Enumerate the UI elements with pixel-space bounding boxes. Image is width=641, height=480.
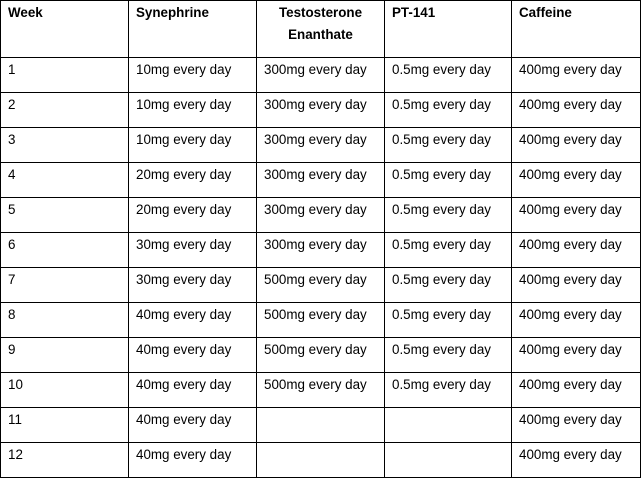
table-header-row [1, 1, 641, 58]
caffeine-cell: 400mg every day [512, 408, 641, 443]
caffeine-cell: 400mg every day [512, 58, 641, 93]
caffeine-cell: 400mg every day [512, 338, 641, 373]
table-row [1, 233, 641, 268]
pt-141-cell [385, 443, 512, 478]
synephrine-cell: 20mg every day [129, 198, 257, 233]
table-row [1, 128, 641, 163]
table-row [1, 58, 641, 93]
week-cell: 6 [1, 233, 129, 268]
week-cell: 9 [1, 338, 129, 373]
week-cell: 12 [1, 443, 129, 478]
testosterone-cell [257, 443, 385, 478]
header-synephrine: Synephrine [129, 1, 257, 58]
synephrine-cell: 10mg every day [129, 58, 257, 93]
synephrine-cell: 10mg every day [129, 93, 257, 128]
week-cell: 4 [1, 163, 129, 198]
synephrine-cell: 10mg every day [129, 128, 257, 163]
synephrine-cell: 40mg every day [129, 303, 257, 338]
caffeine-cell: 400mg every day [512, 268, 641, 303]
week-cell: 10 [1, 373, 129, 408]
synephrine-cell: 40mg every day [129, 373, 257, 408]
caffeine-cell: 400mg every day [512, 303, 641, 338]
testosterone-cell: 300mg every day [257, 58, 385, 93]
pt-141-cell: 0.5mg every day [385, 163, 512, 198]
synephrine-cell: 40mg every day [129, 408, 257, 443]
testosterone-cell: 300mg every day [257, 233, 385, 268]
week-cell: 3 [1, 128, 129, 163]
testosterone-cell: 300mg every day [257, 198, 385, 233]
header-testosterone-enanthate: Testosterone Enanthate [257, 1, 385, 58]
table-row [1, 163, 641, 198]
pt-141-cell: 0.5mg every day [385, 93, 512, 128]
caffeine-cell: 400mg every day [512, 443, 641, 478]
pt-141-cell: 0.5mg every day [385, 373, 512, 408]
table-row [1, 373, 641, 408]
testosterone-cell: 300mg every day [257, 93, 385, 128]
synephrine-cell: 30mg every day [129, 268, 257, 303]
table-row [1, 443, 641, 478]
week-cell: 1 [1, 58, 129, 93]
table-row [1, 408, 641, 443]
testosterone-cell: 500mg every day [257, 373, 385, 408]
table-row [1, 338, 641, 373]
week-cell: 7 [1, 268, 129, 303]
caffeine-cell: 400mg every day [512, 128, 641, 163]
synephrine-cell: 40mg every day [129, 338, 257, 373]
week-cell: 2 [1, 93, 129, 128]
pt-141-cell: 0.5mg every day [385, 128, 512, 163]
testosterone-cell [257, 408, 385, 443]
synephrine-cell: 30mg every day [129, 233, 257, 268]
pt-141-cell: 0.5mg every day [385, 303, 512, 338]
header-week: Week [1, 1, 129, 58]
synephrine-cell: 20mg every day [129, 163, 257, 198]
caffeine-cell: 400mg every day [512, 198, 641, 233]
caffeine-cell: 400mg every day [512, 233, 641, 268]
header-caffeine: Caffeine [512, 1, 641, 58]
table-body [1, 58, 641, 478]
synephrine-cell: 40mg every day [129, 443, 257, 478]
header-pt-141: PT-141 [385, 1, 512, 58]
pt-141-cell: 0.5mg every day [385, 58, 512, 93]
table-row [1, 198, 641, 233]
pt-141-cell: 0.5mg every day [385, 198, 512, 233]
week-cell: 8 [1, 303, 129, 338]
table-row [1, 93, 641, 128]
testosterone-cell: 300mg every day [257, 163, 385, 198]
caffeine-cell: 400mg every day [512, 93, 641, 128]
testosterone-cell: 300mg every day [257, 128, 385, 163]
table-row [1, 268, 641, 303]
caffeine-cell: 400mg every day [512, 163, 641, 198]
pt-141-cell: 0.5mg every day [385, 233, 512, 268]
week-cell: 11 [1, 408, 129, 443]
pt-141-cell [385, 408, 512, 443]
testosterone-cell: 500mg every day [257, 338, 385, 373]
week-cell: 5 [1, 198, 129, 233]
testosterone-cell: 500mg every day [257, 303, 385, 338]
pt-141-cell: 0.5mg every day [385, 338, 512, 373]
testosterone-cell: 500mg every day [257, 268, 385, 303]
pt-141-cell: 0.5mg every day [385, 268, 512, 303]
caffeine-cell: 400mg every day [512, 373, 641, 408]
table-row [1, 303, 641, 338]
